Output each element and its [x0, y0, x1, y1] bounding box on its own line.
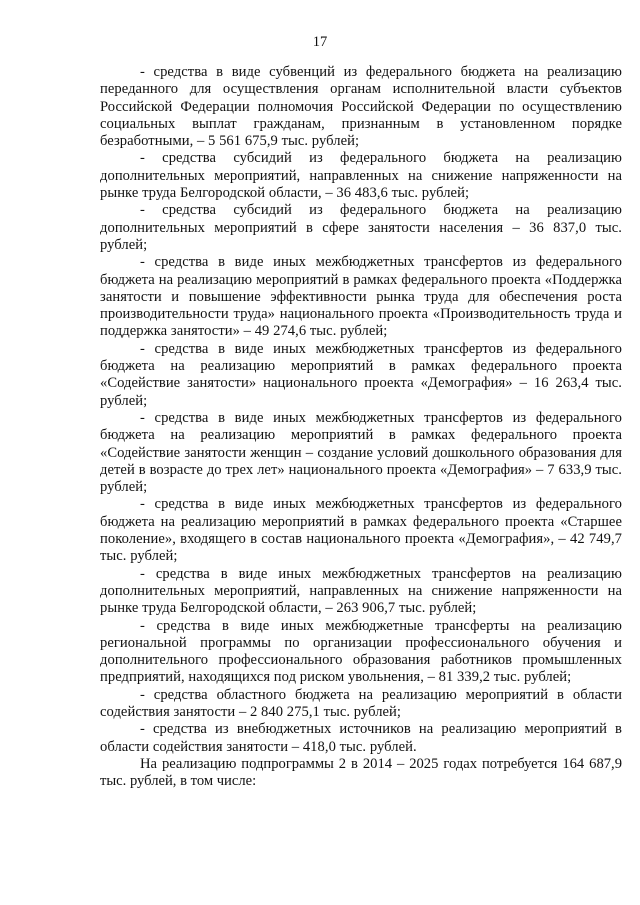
- funding-item-professional-training: - средства в виде иных межбюджетные трансферты на реализацию региональной программы по организации профессионального обучения и дополнительного профессионального образования работников промышленных предприятий, находящихся под риском увольнения, – 81 339,2 тыс. рублей;: [100, 617, 622, 686]
- funding-item-productivity-project: - средства в виде иных межбюджетных трансфертов из федерального бюджета на реализацию мероприятий в рамках федерального проекта «Поддержка занятости и повышение эффективности рынка труда для обеспечения роста производительности труда» национального проекта «Производительность труда и поддержка занятости» – 49 274,6 тыс. рублей;: [100, 254, 622, 340]
- funding-item-older-generation: - средства в виде иных межбюджетных трансфертов из федерального бюджета на реализацию мероприятий в рамках федерального проекта «Старшее поколение», входящего в состав национального проекта «Демография», – 42 749,7 тыс. рублей;: [100, 496, 622, 565]
- funding-item-subsidies-employment: - средства субсидий из федерального бюджета на реализацию дополнительных мероприятий в сфере занятости населения – 36 837,0 тыс. рублей;: [100, 202, 622, 253]
- funding-item-interbudget-labor-market: - средства в виде иных межбюджетных трансфертов на реализацию дополнительных мероприятий, направленных на снижение напряженности на рынке труда Белгородской области, – 263 906,7 тыс. рублей;: [100, 565, 622, 617]
- subprogram-2-total: На реализацию подпрограммы 2 в 2014 – 2025 годах потребуется 164 687,9 тыс. рублей, в том числе:: [100, 755, 622, 790]
- funding-item-subsidies-labor-market: - средства субсидий из федерального бюджета на реализацию дополнительных мероприятий, направленных на снижение напряженности на рынке труда Белгородской области, – 36 483,6 тыс. рублей;: [100, 150, 622, 202]
- document-body: [100, 64, 622, 790]
- funding-item-employment-assistance: - средства в виде иных межбюджетных трансфертов из федерального бюджета на реализацию мероприятий в рамках федерального проекта «Содействие занятости» национального проекта «Демография» – 16 263,4 тыс. рублей;: [100, 340, 622, 409]
- funding-item-subventions: - средства в виде субвенций из федерального бюджета на реализацию переданного для осуществления органам исполнительной власти субъектов Российской Федерации полномочия Российской Федерации по осуществлению социальных выплат гражданам, признанным в установленном порядке безработными, – 5 561 675,9 тыс. рублей;: [100, 64, 622, 150]
- funding-item-womens-employment: - средства в виде иных межбюджетных трансфертов из федерального бюджета на реализацию мероприятий в рамках федерального проекта «Содействие занятости женщин – создание условий дошкольного образования для детей в возрасте до трех лет» национального проекта «Демография» – 7 633,9 тыс. рублей;: [100, 409, 622, 496]
- page-number: 17: [312, 34, 328, 50]
- funding-item-extrabudgetary: - средства из внебюджетных источников на реализацию мероприятий в области содействия занятости – 418,0 тыс. рублей.: [100, 721, 622, 755]
- funding-item-regional-budget: - средства областного бюджета на реализацию мероприятий в области содействия занятости – 2 840 275,1 тыс. рублей;: [100, 686, 622, 720]
